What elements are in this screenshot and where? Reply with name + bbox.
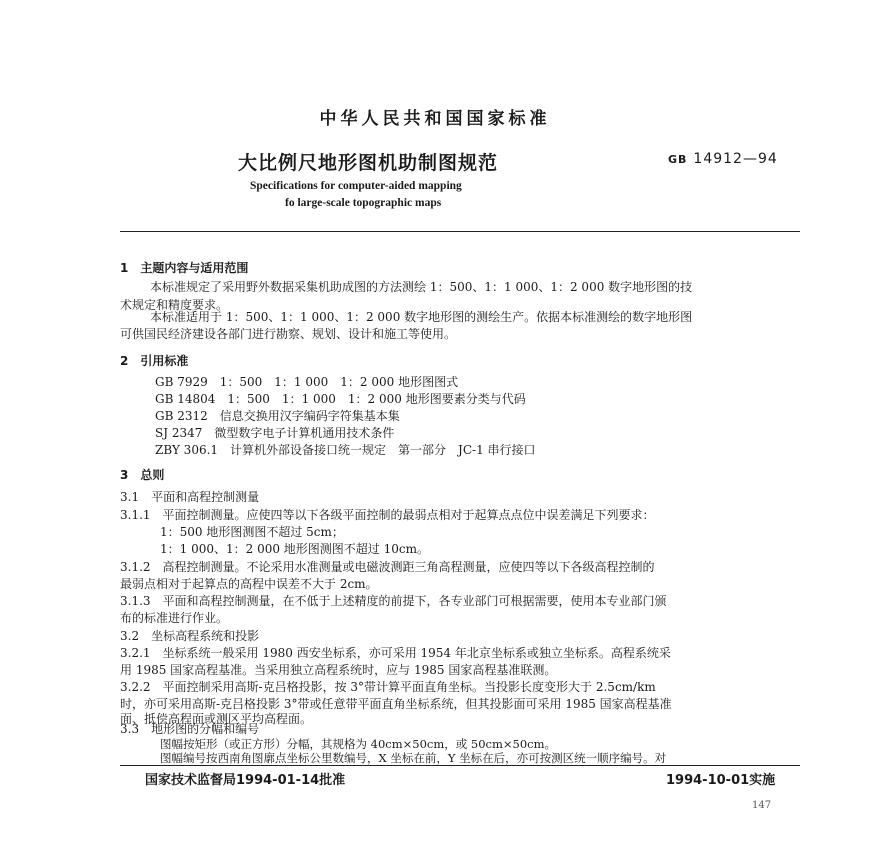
english-title-line1: Specifications for computer-aided mapping: [250, 180, 462, 192]
s1-para1-line1: 本标准规定了采用野外数据采集机助成图的方法测绘 1：500、1：1 000、1：2 000 数字地形图的技: [150, 280, 693, 294]
english-title-line2: fo large-scale topographic maps: [285, 197, 442, 209]
section-3-heading: 3 总则: [120, 468, 165, 482]
reference-item: GB 2312 信息交换用汉字编码字符集基本集: [155, 409, 400, 423]
section-2-heading: 2 引用标准: [120, 354, 189, 368]
s313-line1: 3.1.3 平面和高程控制测量，在不低于上述精度的前提下，各专业部门可根据需要，使用本专业部门颁: [120, 594, 667, 608]
s322-line2: 时，亦可采用高斯-克吕格投影 3°带或任意带平面直角坐标系统，但其投影面可采用 1985 国家高程基准: [120, 697, 672, 711]
s312-line1: 3.1.2 高程控制测量。不论采用水准测量或电磁波测距三角高程测量，应使四等以下各级高程控制的: [120, 560, 655, 574]
s311-line1: 3.1.1 平面控制测量。应使四等以下各级平面控制的最弱点相对于起算点点位中误差满足下列要求：: [120, 508, 655, 522]
reference-item: ZBY 306.1 计算机外部设备接口统一规定 第一部分 JC-1 串行接口: [155, 443, 536, 457]
page-number: 147: [752, 800, 772, 811]
s1-para2-line1: 本标准适用于 1：500、1：1 000、1：2 000 数字地形图的测绘生产。依据本标准测绘的数字地形图: [150, 310, 693, 324]
section-3-2-heading: 3.2 坐标高程系统和投影: [120, 629, 260, 643]
approval-date: 国家技术监督局1994-01-14批准: [145, 773, 346, 788]
s1-para2-line2: 可供国民经济建设各部门进行勘察、规划、设计和施工等使用。: [120, 327, 457, 341]
s311-line3: 1：1 000、1：2 000 地形图测图不超过 10cm。: [160, 542, 429, 556]
reference-item: GB 7929 1：500 1：1 000 1：2 000 地形图图式: [155, 375, 459, 389]
standard-code: [668, 151, 778, 167]
document-title: 大比例尺地形图机助制图规范: [238, 152, 499, 174]
section-1-heading: 1 主题内容与适用范围: [120, 261, 249, 275]
s1-para1-line2: 术规定和精度要求。: [120, 298, 229, 312]
national-standard-heading: 中华人民共和国国家标准: [319, 109, 551, 129]
s312-line2: 最弱点相对于起算点的高程中误差不大于 2cm。: [120, 577, 378, 591]
effective-date: 1994-10-01实施: [666, 773, 776, 788]
section-3-1-heading: 3.1 平面和高程控制测量: [120, 490, 260, 504]
s322-line1: 3.2.2 平面控制采用高斯-克吕格投影，按 3°带计算平面直角坐标。当投影长度变形大于 2.5cm/km: [120, 680, 656, 694]
s322-line3: 面、抵偿高程面或测区平均高程面。: [120, 712, 313, 726]
s321-line1: 3.2.1 坐标系统一般采用 1980 西安坐标系，亦可采用 1954 年北京坐标系或独立坐标系。高程系统采: [120, 646, 671, 660]
s33-line2: 图幅编号按西南角图廓点坐标公里数编号，X 坐标在前，Y 坐标在后，亦可按测区统一顺序编号。对: [160, 751, 667, 765]
header-rule: [120, 231, 800, 232]
s321-line2: 用 1985 国家高程基准。当采用独立高程系统时，应与 1985 国家高程基准联测。: [120, 663, 557, 677]
standard-code-number: 14912—94: [693, 151, 778, 167]
standard-code-prefix: GB: [668, 153, 688, 166]
s313-line2: 布的标准进行作业。: [120, 611, 229, 625]
reference-item: SJ 2347 微型数字电子计算机通用技术条件: [155, 426, 395, 440]
section-3-3-heading: 3.3 地形图的分幅和编号: [120, 722, 260, 736]
s311-line2: 1：500 地形图测图不超过 5cm；: [160, 525, 344, 539]
s33-line1: 图幅按矩形（或正方形）分幅，其规格为 40cm×50cm，或 50cm×50cm。: [160, 737, 556, 751]
reference-item: GB 14804 1：500 1：1 000 1：2 000 地形图要素分类与代码: [155, 392, 526, 406]
